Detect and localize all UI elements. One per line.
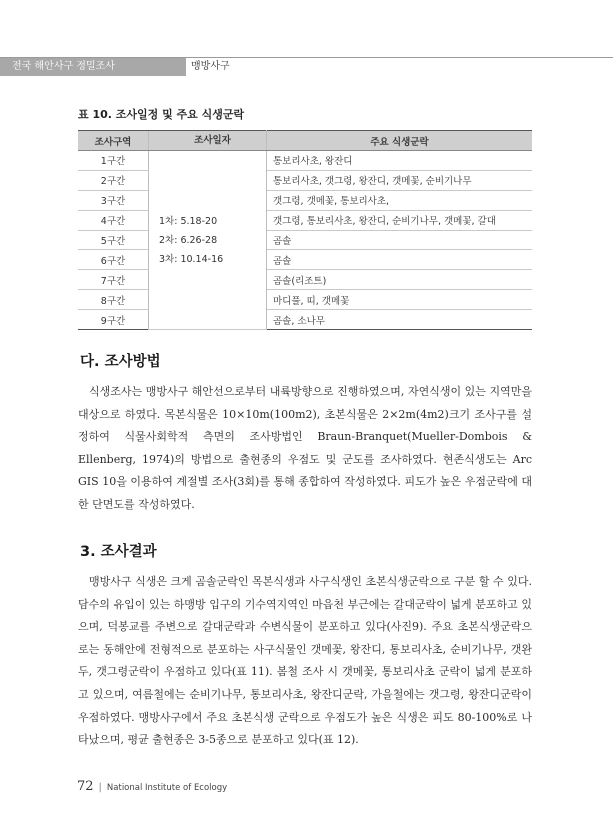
zone-cell: 2구간 xyxy=(78,170,149,190)
zone-cell: 5구간 xyxy=(78,230,149,250)
running-header-subtitle: 맹방사구 xyxy=(191,61,230,72)
page-number: 72 xyxy=(77,779,94,794)
running-header-band: 전국 해안사구 정밀조사 xyxy=(0,58,186,76)
table-row xyxy=(78,230,532,250)
page-footer xyxy=(77,779,227,794)
table-caption: 표 10. 조사일정 및 주요 식생군락 xyxy=(78,108,245,121)
zone-cell: 3구간 xyxy=(78,190,149,210)
footer-separator: | xyxy=(98,782,102,793)
community-cell: 통보리사초, 갯그령, 왕잔디, 갯메꽃, 순비기나무 xyxy=(267,170,533,190)
result-paragraph xyxy=(78,571,532,752)
table-row xyxy=(78,151,532,171)
zone-cell: 1구간 xyxy=(78,151,149,171)
zone-cell: 4구간 xyxy=(78,210,149,230)
table-row xyxy=(78,210,532,230)
community-cell: 통보리사초, 왕잔디 xyxy=(267,151,533,171)
section-title-result: 3. 조사결과 xyxy=(80,544,157,560)
zone-cell: 6구간 xyxy=(78,250,149,270)
publisher-name: National Institute of Ecology xyxy=(106,783,228,793)
table-row xyxy=(78,270,532,290)
method-paragraph xyxy=(78,381,532,517)
date-line: 2차: 6.26-28 xyxy=(159,234,218,246)
table-header-row xyxy=(78,131,532,151)
community-cell: 곰솔, 소나무 xyxy=(267,310,533,330)
community-cell: 갯그령, 통보리사초, 왕잔디, 순비기나무, 갯메꽃, 갈대 xyxy=(267,210,533,230)
zone-cell: 8구간 xyxy=(78,290,149,310)
table-row xyxy=(78,250,532,270)
zone-cell: 9구간 xyxy=(78,310,149,330)
community-cell: 곰솔 xyxy=(267,230,533,250)
table-row xyxy=(78,310,532,330)
date-line: 1차: 5.18-20 xyxy=(159,215,218,227)
zone-cell: 7구간 xyxy=(78,270,149,290)
header-date: 조사일자 xyxy=(149,131,267,151)
header-zone: 조사구역 xyxy=(78,131,149,151)
table-row xyxy=(78,170,532,190)
result-text: 맹방사구 식생은 크게 곰솔군락인 목본식생과 사구식생인 초본식생군락으로 구분 할 수 있다. 담수의 유입이 있는 하맹방 입구의 기수역지역인 마읍천 부근에는 갈대군락이 넓게 분포하고 있으며, 덕봉교를 주변으로 갈대군락과 수변식물이 분포하고 있다(사진9). 주요 초본식생군락으로는 동해안에 전형적으로 분포하는 사구식물인 갯메꽃, 왕잔디, 통보리사초, 순비기나무, 갯완두, 갯그령군락이 우점하고 있다(표 11). 봄철 조사 시 갯메꽃, 통보리사초 군락이 넓게 분포하고 있으며, 여름철에는 순비기나무, 통보리사초, 왕잔디군락, 가을철에는 갯그령, 왕잔디군락이 우점하였다. 맹방사구에서 주요 초본식생 군락으로 우점도가 높은 식생은 피도 80-100%로 나타났으며, 평균 출현종은 3-5종으로 분포하고 있다(표 12). xyxy=(78,575,532,747)
community-cell: 마디풀, 띠, 갯메꽃 xyxy=(267,290,533,310)
date-line: 3차: 10.14-16 xyxy=(159,253,224,265)
community-cell: 갯그령, 갯메꽃, 통보리사초, xyxy=(267,190,533,210)
survey-schedule-table xyxy=(78,130,532,330)
community-cell: 곰솔(리조트) xyxy=(267,270,533,290)
header-community: 주요 식생군락 xyxy=(267,131,533,151)
table-row xyxy=(78,190,532,210)
method-text: 식생조사는 맹방사구 해안선으로부터 내륙방향으로 진행하였으며, 자연식생이 있는 지역만을 대상으로 하였다. 목본식물은 10×10m(100m2), 초본식물은 2×2m(4m2)크기 조사구를 설정하여 식물사회학적 측면의 조사방법인 Braun-Branquet(Mueller-Dombois & Ellenberg, 1974)의 방법으로 출현종의 우점도 및 군도를 조사하였다. 현존식생도는 Arc GIS 10을 이용하여 계절별 조사(3회)를 통해 종합하여 작성하였다. 피도가 높은 우점군락에 대한 단면도를 작성하였다. xyxy=(78,385,532,511)
date-cell xyxy=(149,151,267,330)
section-title-method: 다. 조사방법 xyxy=(80,354,161,370)
community-cell: 곰솔 xyxy=(267,250,533,270)
table-row xyxy=(78,290,532,310)
